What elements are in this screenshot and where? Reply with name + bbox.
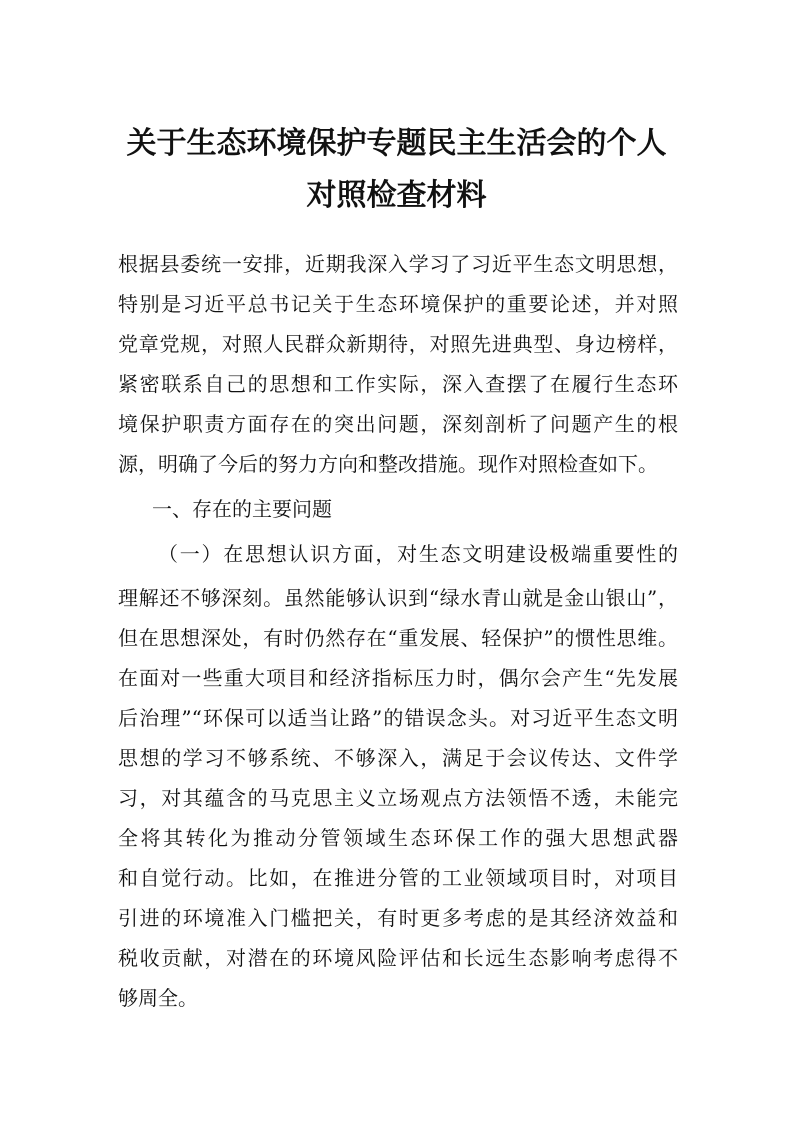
intro-paragraph-line: 源，明确了今后的努力方向和整改措施。现作对照检查如下。 [118, 452, 658, 476]
section1-paragraph-line: 理解还不够深刻。虽然能够认识到“绿水青山就是金山银山”， [118, 586, 678, 610]
section1-paragraph-line: 够周全。 [118, 986, 198, 1010]
section1-paragraph-line: 思想的学习不够系统、不够深入，满足于会议传达、文件学 [118, 746, 678, 770]
section1-paragraph-line: 习，对其蕴含的马克思主义立场观点方法领悟不透，未能完 [118, 786, 678, 810]
section1-paragraph-line: 和自觉行动。比如，在推进分管的工业领域项目时，对项目 [118, 866, 678, 890]
section1-paragraph-line: （一）在思想认识方面，对生态文明建设极端重要性的 [158, 542, 678, 566]
section1-paragraph-line: 在面对一些重大项目和经济指标压力时，偶尔会产生“先发展 [118, 666, 678, 690]
document-title-line-1: 关于生态环境保护专题民主生活会的个人 [126, 126, 667, 161]
section1-paragraph-line: 税收贡献，对潜在的环境风险评估和长远生态影响考虑得不 [118, 946, 678, 970]
section1-paragraph-line: 后治理”“环保可以适当让路”的错误念头。对习近平生态文明 [118, 706, 678, 730]
intro-paragraph-line: 根据县委统一安排，近期我深入学习了习近平生态文明思想， [118, 252, 678, 276]
document-title-line-2: 对照检查材料 [306, 178, 487, 213]
intro-paragraph-line: 境保护职责方面存在的突出问题，深刻剖析了问题产生的根 [118, 412, 678, 436]
section-heading: 一、存在的主要问题 [152, 497, 332, 521]
section1-paragraph-line: 但在思想深处，有时仍然存在“重发展、轻保护”的惯性思维。 [118, 626, 678, 650]
intro-paragraph-line: 特别是习近平总书记关于生态环境保护的重要论述，并对照 [118, 292, 678, 316]
section1-paragraph-line: 全将其转化为推动分管领域生态环保工作的强大思想武器 [118, 826, 678, 850]
intro-paragraph-line: 党章党规，对照人民群众新期待，对照先进典型、身边榜样， [118, 332, 678, 356]
section1-paragraph-line: 引进的环境准入门槛把关，有时更多考虑的是其经济效益和 [118, 906, 678, 930]
intro-paragraph-line: 紧密联系自己的思想和工作实际，深入查摆了在履行生态环 [118, 372, 678, 396]
